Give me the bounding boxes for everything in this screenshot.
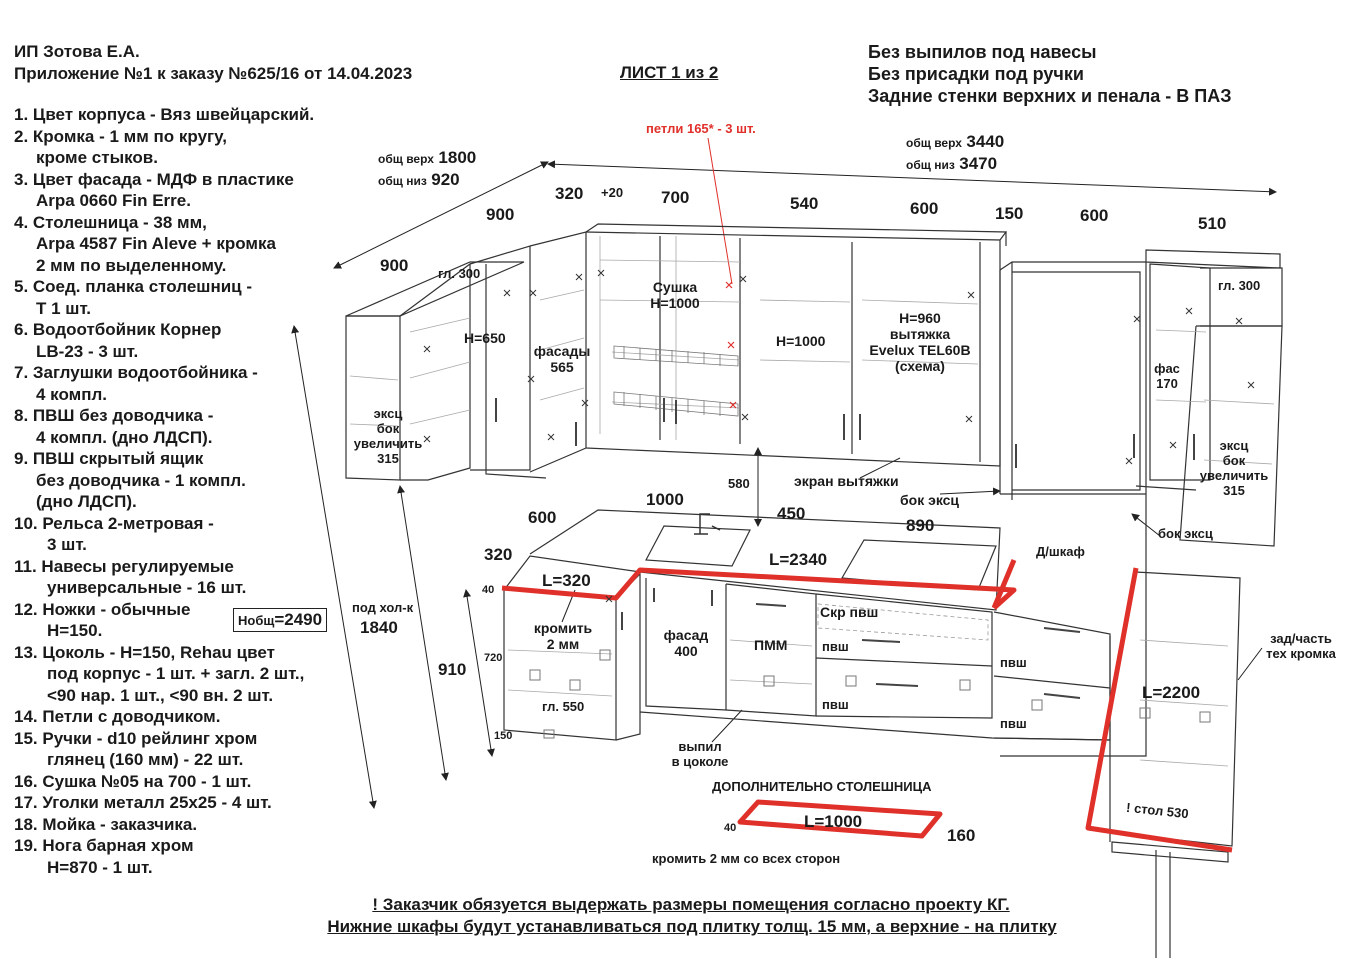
edge-label: кромить 2 мм xyxy=(533,620,593,653)
facades-label: фасады 565 xyxy=(533,343,591,376)
dim-580: 580 xyxy=(728,476,750,491)
appendix-title: Приложение №1 к заказу №625/16 от 14.04.2023 xyxy=(14,64,413,83)
dim-900-b: 900 xyxy=(380,256,409,275)
plinth-cut-label: выпил в цоколе xyxy=(671,739,729,769)
dim-40: 40 xyxy=(482,584,495,596)
length-320: L=320 xyxy=(542,571,591,590)
fridge-width: под хол-к xyxy=(352,600,414,615)
dim-900-a: 900 xyxy=(486,205,515,224)
side-left-label: эксц бок увеличить 315 xyxy=(353,406,423,466)
dim-540: 540 xyxy=(790,194,819,213)
total-bottom-right: общ низ 3470 xyxy=(906,154,998,173)
dim-510: 510 xyxy=(1198,214,1227,233)
dim-890: 890 xyxy=(906,516,935,535)
dim-600: 600 xyxy=(528,508,557,527)
height-box-value: =2490 xyxy=(274,610,323,629)
spec-item: 14. Петли с доводчиком. xyxy=(14,707,221,726)
depth-right: гл. 300 xyxy=(1218,278,1261,293)
spec-item-cont: глянец (160 мм) - 22 шт. xyxy=(47,750,244,769)
height-box-label: Нобщ xyxy=(238,613,275,628)
extra-counter-length: L=1000 xyxy=(804,812,863,831)
hinges-note: петли 165* - 3 шт. xyxy=(646,121,756,136)
spec-item-cont: Т 1 шт. xyxy=(36,298,92,318)
back-part-label: зад/часть тех кромка xyxy=(1266,631,1336,661)
side-right-label: эксц бок увеличить 315 xyxy=(1199,438,1269,498)
spec-item-cont: Н=150. xyxy=(47,621,103,640)
table-530-label: ! стол 530 xyxy=(1125,799,1190,822)
footer-line-1: ! Заказчик обязуется выдержать размеры помещения согласно проекту КГ. xyxy=(372,895,1010,914)
total-top-left: общ верх 1800 xyxy=(378,148,477,167)
spec-item-cont: под корпус - 1 шт. + загл. 2 шт., xyxy=(47,664,305,683)
spec-item-cont: Arpa 0660 Fin Erre. xyxy=(36,191,191,210)
spec-item: 16. Сушка №05 на 700 - 1 шт. xyxy=(14,771,252,791)
spec-item: 3. Цвет фасада - МДФ в пластике xyxy=(14,169,294,189)
drawer-label-3: пвш xyxy=(1000,655,1027,670)
spec-item: 5. Соед. планка столешниц - xyxy=(14,277,252,296)
spec-item-cont: 4 компл. (дно ЛДСП). xyxy=(36,427,213,447)
height-1000: Н=1000 xyxy=(776,333,826,349)
spec-item: 1. Цвет корпуса - Вяз швейцарский. xyxy=(14,105,315,124)
tall-cabinet-label: Д/шкаф xyxy=(1036,544,1085,559)
hood-label: Н=960 вытяжка Evelux TEL60B (схема) xyxy=(869,310,971,375)
drawer-label-2: пвш xyxy=(822,697,849,712)
spec-item: 9. ПВШ скрытый ящик xyxy=(14,449,204,468)
total-top-right: общ верх 3440 xyxy=(906,132,1005,151)
drawer-label-4: пвш xyxy=(1000,716,1027,731)
spec-item-cont: без доводчика - 1 компл. xyxy=(36,470,246,490)
dim-720: 720 xyxy=(484,652,503,664)
dryer-label: Сушка Н=1000 xyxy=(650,279,700,312)
spec-item-cont: 4 компл. xyxy=(36,384,107,404)
dim-700: 700 xyxy=(661,188,690,207)
spec-item: 19. Нога барная хром xyxy=(14,836,194,855)
facade-400-label: фасад 400 xyxy=(663,627,709,660)
spec-item-cont: 3 шт. xyxy=(47,535,87,554)
spec-item-cont: Н=870 - 1 шт. xyxy=(47,857,153,877)
extra-counter-160: 160 xyxy=(947,826,976,845)
spec-item: 17. Уголки металл 25х25 - 4 шт. xyxy=(14,793,272,812)
spec-item: 6. Водоотбойник Корнер xyxy=(14,320,222,339)
note-1: Без выпилов под навесы xyxy=(868,42,1097,62)
spec-list xyxy=(14,104,314,878)
dim-320: 320 xyxy=(555,184,584,203)
depth-550: гл. 550 xyxy=(542,699,585,714)
dim-600-a: 600 xyxy=(910,199,939,218)
extra-counter-title: ДОПОЛНИТЕЛЬНО СТОЛЕШНИЦА xyxy=(712,779,932,794)
extra-counter-40: 40 xyxy=(724,822,737,834)
length-2340: L=2340 xyxy=(769,550,828,569)
facade-170-label: фас 170 xyxy=(1154,361,1180,391)
spec-item-cont: Arpa 4587 Fin Aleve + кромка xyxy=(36,234,276,253)
note-3: Задние стенки верхних и пенала - В ПАЗ xyxy=(868,86,1232,106)
fridge-height: 1840 xyxy=(360,618,398,637)
spec-item: 13. Цоколь - Н=150, Rehau цвет xyxy=(14,642,275,662)
hidden-drawer-label: Скр пвш xyxy=(820,604,879,620)
dim-plus20: +20 xyxy=(601,185,624,200)
spec-item: 18. Мойка - заказчика. xyxy=(14,814,198,834)
spec-item-cont: (дно ЛДСП). xyxy=(36,492,137,511)
spec-item-cont: LB-23 - 3 шт. xyxy=(36,341,139,361)
dim-910: 910 xyxy=(438,660,467,679)
footer-line-2: Нижние шкафы будут устанавливаться под плитку толщ. 15 мм, а верхние - на плитку xyxy=(327,917,1057,936)
spec-item: 12. Ножки - обычные xyxy=(14,599,191,619)
note-2: Без присадки под ручки xyxy=(868,64,1084,84)
spec-item: 7. Заглушки водоотбойника - xyxy=(14,363,258,382)
dim-150-leg: 150 xyxy=(494,730,513,742)
total-bottom-left: общ низ 920 xyxy=(378,170,460,189)
dim-600-b: 600 xyxy=(1080,206,1109,225)
spec-item-cont: <90 нар. 1 шт., <90 вн. 2 шт. xyxy=(47,685,274,705)
dishwasher-label: ПММ xyxy=(754,637,788,653)
height-box xyxy=(233,608,327,632)
spec-item: 15. Ручки - d10 рейлинг хром xyxy=(14,728,258,748)
spec-item: 4. Столешница - 38 мм, xyxy=(14,212,207,232)
height-650: Н=650 xyxy=(464,330,506,346)
spec-item: 11. Навесы регулируемые xyxy=(14,556,234,576)
spec-item-cont: 2 мм по выделенному. xyxy=(36,255,227,275)
sheet-number: ЛИСТ 1 из 2 xyxy=(620,63,719,82)
spec-item: 8. ПВШ без доводчика - xyxy=(14,406,214,425)
drawer-label-1: пвш xyxy=(822,639,849,654)
spec-item: 10. Рельса 2-метровая - xyxy=(14,513,214,533)
length-2200: L=2200 xyxy=(1142,683,1201,702)
hood-screen: экран вытяжки xyxy=(794,473,899,489)
depth-left: гл. 300 xyxy=(438,266,481,281)
spec-item-cont: универсальные - 16 шт. xyxy=(47,578,247,597)
spec-item: 2. Кромка - 1 мм по кругу, xyxy=(14,126,227,146)
dim-450: 450 xyxy=(777,504,806,523)
dim-320-lower: 320 xyxy=(484,545,513,564)
company-name: ИП Зотова Е.А. xyxy=(14,42,140,61)
extra-counter-note: кромить 2 мм со всех сторон xyxy=(652,851,841,866)
side-ecc: бок эксц xyxy=(900,492,960,508)
side-ecc-2: бок эксц xyxy=(1158,526,1213,541)
dim-150: 150 xyxy=(995,204,1024,223)
spec-item-cont: кроме стыков. xyxy=(36,148,158,167)
dim-1000: 1000 xyxy=(646,490,684,509)
